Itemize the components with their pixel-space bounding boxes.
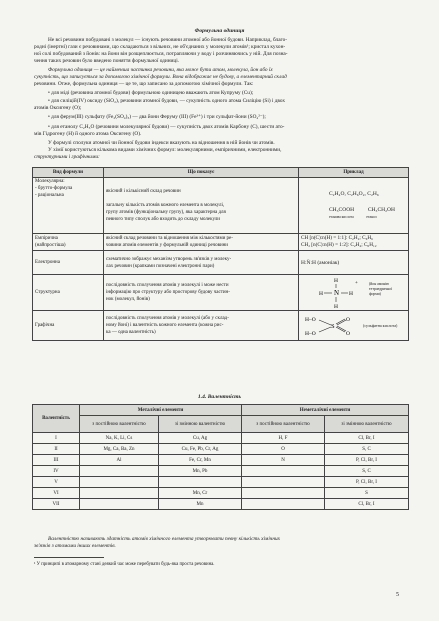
bullet-item: атомів Оксигену (O); — [34, 105, 82, 111]
graphic-note: (сульфатна кислота) — [363, 323, 398, 328]
value-cell — [80, 499, 159, 510]
structure-note: (йон амонію — [369, 282, 390, 286]
example-line: CH₂ [n(C):n(H) = 1:2]: C₂H₄; C₆H₁₂ — [301, 242, 377, 248]
value-cell: Cl, Br, I — [325, 433, 409, 444]
bullet-item: мів Гідрогену (H) й одного атома Оксигену (O). — [34, 131, 142, 137]
table-row — [33, 466, 409, 477]
valence-cell: V — [33, 477, 80, 488]
after-line: У хімії користуються кількома видами хімічних формул: молекулярними, емпіричними, електронними, — [48, 147, 282, 153]
ammonium-structure-diagram — [307, 276, 367, 310]
example-line: CH₃COOH CH₃CH₂OH — [329, 206, 395, 213]
col-header-valence: Валентність — [33, 405, 80, 433]
value-cell: Mn, Cr — [159, 488, 242, 499]
desc-line: інформацію про структуру або просторову будову частин- — [106, 290, 230, 295]
valence-def-line: зв'язків з атомами інших елементів. — [34, 543, 116, 549]
bullet-item: • для силіцій(IV) оксиду (SiO₂), речовини атомної будови, — сукупність одного атома Силіцію (Si) і двох — [48, 98, 286, 104]
svg-text:+: + — [355, 281, 358, 286]
table-row — [33, 444, 409, 455]
value-cell: Na, K, Li, Cs — [80, 433, 159, 444]
valence-def-line: Валентністю називають здатність атомів хімічного елемента утворювати певну кількість хімічних — [48, 536, 280, 542]
svg-text:O: O — [346, 317, 350, 323]
col-header: Що показує — [104, 168, 299, 178]
structure-note: тетраедричної — [369, 287, 393, 291]
table-row — [33, 455, 409, 466]
table-row — [33, 477, 409, 488]
desc-line: лах речовин (крапками позначені електронні пари) — [106, 263, 215, 269]
svg-text:H: H — [349, 291, 353, 297]
svg-text:N: N — [334, 289, 340, 297]
desc-line: човини атомів елементів у формульній одиниці речовини — [106, 243, 228, 248]
table-row — [33, 234, 409, 251]
table-row — [33, 311, 409, 341]
value-cell: Cl, Br, I — [325, 499, 409, 510]
example-line: C₂H₄O, C₂H₆O₂, C₂H₆ — [329, 190, 379, 197]
value-cell — [242, 466, 325, 477]
svg-text:S: S — [331, 323, 335, 330]
desc-line: якісний склад речовини та відношення між кількостями ре- — [106, 236, 233, 241]
valence-table — [32, 404, 409, 510]
desc-line: якісний і кількісний склад речовин — [106, 189, 181, 194]
value-cell: S, C — [325, 444, 409, 455]
formula-kind: Електронна — [33, 251, 104, 275]
value-cell: Mn, Pb — [159, 466, 242, 477]
formula-types-table — [32, 167, 409, 341]
bullet-item: • для міді (речовина атомної будови) формульною одиницею вважають атом Купруму (Cu); — [48, 90, 254, 96]
subheader-constant: з постійною валентністю — [242, 416, 325, 433]
value-cell — [242, 477, 325, 488]
intro-line: ної солі побудований з йонів: на йони він розщеплюється, потрапляючи у воду і розчиняючись у ній. Для позна- — [34, 51, 288, 57]
sulfuric-acid-graphic-diagram — [303, 312, 361, 340]
valence-cell: VI — [33, 488, 80, 499]
example-line: етанова кислота етанол — [329, 214, 377, 219]
desc-line: ка — одна валентність) — [106, 330, 156, 335]
value-cell: P, Cl, Br, I — [325, 477, 409, 488]
bullet-item: • для ферум(III) сульфату (Fe₂(SO₄)₃) — два йони Феруму (III) (Fe³⁺) і три сульфат-йони (SO₄²⁻); — [48, 114, 266, 120]
footnote: ¹ У принципі в атомарному стані деякий час може перебувати будь-яка проста речовина. — [34, 562, 215, 567]
subheader-variable: зі змінною валентністю — [325, 416, 409, 433]
desc-line: схематично зображує механізм утворень зв'язків у молеку- — [106, 256, 232, 262]
svg-text:O: O — [346, 331, 350, 337]
value-cell: P, Cl, Br, I — [325, 455, 409, 466]
bullet-item: • для етанолу C₂H₅O (речовини молекулярної будови) — сукупність двох атомів Карбону (C), шести ато- — [48, 124, 285, 130]
col-header-metals: Металічні елементи — [80, 405, 242, 416]
formula-kind: Графічна — [33, 311, 104, 341]
desc-line: нок (молекул, йонів) — [106, 297, 150, 302]
example-electron: H:N̈:H (амоніак) — [299, 251, 409, 275]
intro-line: родні (інертні) гази є речовинами, що складаються з вільних, не об'єднаних у молекули атомів¹; кристал кухон- — [34, 44, 286, 50]
formula-kind: Молекулярна: - брутто-формула - раціональна — [33, 178, 104, 234]
example-line: CH [n(C):n(H) = 1:1]: C₂H₂; C₆H₆ — [301, 235, 373, 241]
table-row — [33, 178, 409, 234]
intro-line: Не всі речовини побудовані з молекул — існують речовини атомної або йонної будови. Наприклад, благо- — [48, 37, 288, 43]
subheader-constant: з постійною валентністю — [80, 416, 159, 433]
desc-line: послідовність сполучення атомів у молекулі і може нести — [106, 283, 229, 288]
value-cell — [80, 488, 159, 499]
value-cell: Fe, Cr, Mn — [159, 455, 242, 466]
table-row — [33, 275, 409, 311]
desc-line: групу атомів (функціональну групу), яка характерна для — [106, 210, 226, 215]
table-row — [33, 488, 409, 499]
valence-cell: II — [33, 444, 80, 455]
value-cell: S, C — [325, 466, 409, 477]
after-line: У формулі сполуки атомної чи йонної будови індекси вказують на відношення в ній йонів чи атомів. — [48, 140, 275, 146]
heading-valence: 1.4. Валентність — [197, 394, 242, 400]
value-cell — [80, 477, 159, 488]
svg-text:H: H — [334, 278, 338, 284]
value-cell: Mg, Ca, Ba, Zn — [80, 444, 159, 455]
subheader-variable: зі змінною валентністю — [159, 416, 242, 433]
value-cell: H, F — [242, 433, 325, 444]
intro-line: чення таких речовин було введено поняття формульної одиниці. — [34, 58, 180, 64]
structure-note: форми) — [369, 292, 381, 296]
value-cell: Mn — [159, 499, 242, 510]
footnote-divider — [34, 557, 104, 558]
value-cell — [80, 466, 159, 477]
value-cell: Cu, Fe, Pb, Cr, Ag — [159, 444, 242, 455]
desc-line: загальну кількість атомів кожного елемента в молекулі, — [106, 203, 225, 208]
table-row — [33, 499, 409, 510]
col-header: Приклад — [299, 168, 409, 178]
desc-line: певного типу сполук або входить до складу молекули — [106, 217, 220, 222]
value-cell: S — [325, 488, 409, 499]
formula-kind: Структурна — [33, 275, 104, 311]
definition-line: сукупність, що записується за допомогою хімічної формули. Вона відображає не будову, а елементарний склад — [34, 74, 287, 80]
valence-cell: VII — [33, 499, 80, 510]
value-cell — [242, 488, 325, 499]
value-cell: Al — [80, 455, 159, 466]
definition-line: речовини. Отже, формульна одиниця — це те, що записано за допомогою хімічної формули. Так: — [34, 81, 254, 87]
value-cell: N — [242, 455, 325, 466]
table-row — [33, 433, 409, 444]
after-line: структурними і графічними: — [34, 154, 100, 160]
svg-text:H–O: H–O — [305, 331, 316, 337]
formula-kind: Емпірична (найпростіша) — [33, 234, 104, 251]
page-number: 5 — [396, 592, 399, 598]
col-header-nonmetals: Неметалічні елементи — [242, 405, 409, 416]
desc-line: послідовність сполучення атомів у молекулі (або у склад- — [106, 316, 229, 321]
valence-cell: I — [33, 433, 80, 444]
table-row — [33, 251, 409, 275]
svg-text:H: H — [334, 304, 338, 310]
definition-line: Формульна одиниця — це найменша частинка речовини, яка може бути атом, молекула, йон або їх — [48, 67, 273, 73]
col-header: Вид формули — [33, 168, 104, 178]
value-cell: Cu, Ag — [159, 433, 242, 444]
svg-text:H: H — [319, 291, 323, 297]
desc-line: ному йоні) і валентність кожного елемента (кожна рис- — [106, 323, 224, 328]
valence-cell: IV — [33, 466, 80, 477]
value-cell: O — [242, 444, 325, 455]
valence-cell: III — [33, 455, 80, 466]
value-cell — [242, 499, 325, 510]
value-cell — [159, 477, 242, 488]
heading-formula-unit: Формульна одиниця — [194, 28, 245, 34]
svg-text:H–O: H–O — [305, 317, 316, 323]
